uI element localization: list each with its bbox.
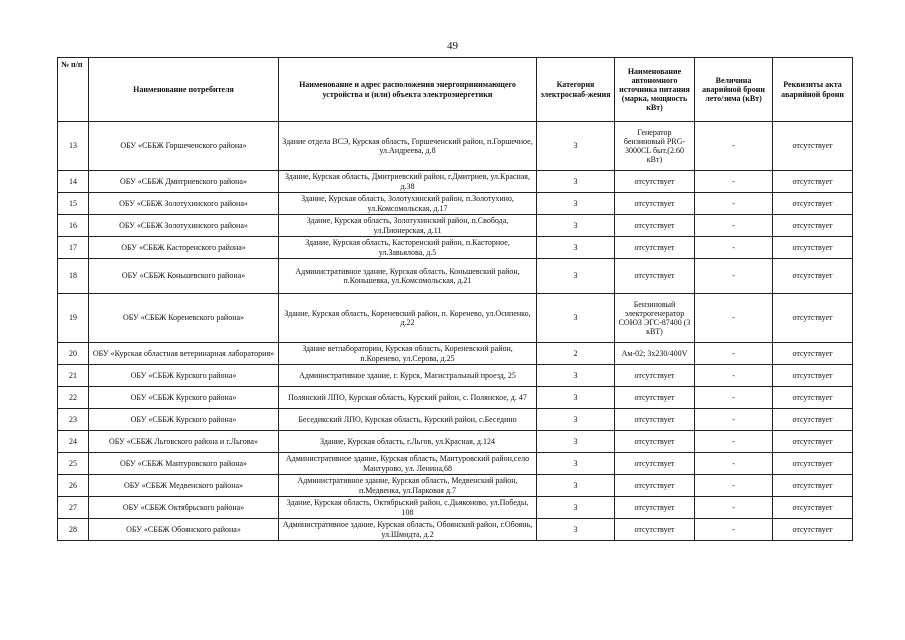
consumer-name: ОБУ «СББЖ Льговского района и г.Льгова»	[89, 431, 279, 453]
row-number: 23	[58, 409, 89, 431]
act-details: отсутствует	[773, 171, 853, 193]
act-details: отсутствует	[773, 365, 853, 387]
supply-category: 3	[537, 387, 615, 409]
power-source: отсутствует	[615, 171, 695, 193]
act-details: отсутствует	[773, 215, 853, 237]
consumer-name: ОБУ «СББЖ Касторенского района»	[89, 237, 279, 259]
consumer-name: ОБУ «СББЖ Курского района»	[89, 365, 279, 387]
row-number: 18	[58, 259, 89, 294]
row-number: 27	[58, 497, 89, 519]
header-power-source: Наименование автономного источника питания (марка, мощность кВт)	[615, 58, 695, 122]
act-details: отсутствует	[773, 294, 853, 343]
power-source: Ам-02; 3х230/400V	[615, 343, 695, 365]
consumer-name: ОБУ «СББЖ Курского района»	[89, 409, 279, 431]
object-address: Полянский ЛПО, Курская область, Курский район, с. Полянское, д. 47	[279, 387, 537, 409]
table-row	[58, 294, 853, 343]
table-row	[58, 409, 853, 431]
object-address: Здание, Курская область, Касторенский район, п.Касторное, ул.Завьялова, д.5	[279, 237, 537, 259]
table-row	[58, 453, 853, 475]
header-row	[58, 58, 853, 122]
reserve-value: -	[695, 365, 773, 387]
row-number: 16	[58, 215, 89, 237]
act-details: отсутствует	[773, 409, 853, 431]
object-address: Здание отдела ВСЭ, Курская область, Горшеченский район, п.Горшечное, ул.Андреева, д.8	[279, 122, 537, 171]
power-source: отсутствует	[615, 497, 695, 519]
supply-category: 3	[537, 294, 615, 343]
consumer-name: ОБУ «СББЖ Обоянского района»	[89, 519, 279, 541]
power-source: отсутствует	[615, 431, 695, 453]
page-number: 49	[447, 40, 458, 52]
row-number: 24	[58, 431, 89, 453]
header-consumer: Наименование потребителя	[89, 58, 279, 122]
act-details: отсутствует	[773, 475, 853, 497]
row-number: 22	[58, 387, 89, 409]
power-source: отсутствует	[615, 237, 695, 259]
consumer-name: ОБУ «СББЖ Коньшевского района»	[89, 259, 279, 294]
row-number: 17	[58, 237, 89, 259]
reserve-value: -	[695, 259, 773, 294]
supply-category: 3	[537, 259, 615, 294]
consumer-name: ОБУ «СББЖ Золотухинского района»	[89, 215, 279, 237]
power-source: отсутствует	[615, 215, 695, 237]
header-act: Реквизиты акта аварийной брони	[773, 58, 853, 122]
consumer-name: ОБУ «СББЖ Дмитриевского района»	[89, 171, 279, 193]
reserve-value: -	[695, 453, 773, 475]
object-address: Административное здание, г. Курск, Магистральный проезд, 25	[279, 365, 537, 387]
supply-category: 3	[537, 497, 615, 519]
object-address: Здание, Курская область, Золотухинский район, п.Золотухино, ул.Комсомольская, д.17	[279, 193, 537, 215]
supply-category: 2	[537, 343, 615, 365]
act-details: отсутствует	[773, 453, 853, 475]
act-details: отсутствует	[773, 387, 853, 409]
table-row	[58, 519, 853, 541]
row-number: 26	[58, 475, 89, 497]
header-number: № п/п	[58, 58, 89, 122]
reserve-value: -	[695, 387, 773, 409]
row-number: 25	[58, 453, 89, 475]
consumer-name: ОБУ «СББЖ Медвенского района»	[89, 475, 279, 497]
row-number: 13	[58, 122, 89, 171]
consumer-name: ОБУ «СББЖ Горшеченского района»	[89, 122, 279, 171]
consumer-name: ОБУ «СББЖ Мантуровского района»	[89, 453, 279, 475]
supply-category: 3	[537, 193, 615, 215]
table-row	[58, 193, 853, 215]
supply-category: 3	[537, 215, 615, 237]
reserve-value: -	[695, 193, 773, 215]
object-address: Здание, Курская область, Золотухинский район, п.Свобода, ул.Пионерская, д.11	[279, 215, 537, 237]
object-address: Здание ветлаборатории, Курская область, Кореневский район, п.Коренево, ул.Серова, д.25	[279, 343, 537, 365]
power-source: Генератор бензиновый PRG-3000CL быт.(2.60 кВт)	[615, 122, 695, 171]
table-row	[58, 497, 853, 519]
reserve-value: -	[695, 431, 773, 453]
row-number: 21	[58, 365, 89, 387]
table-row	[58, 343, 853, 365]
consumer-name: ОБУ «СББЖ Октябрьского района»	[89, 497, 279, 519]
power-source: отсутствует	[615, 387, 695, 409]
object-address: Беседикский ЛПО, Курская область, Курский район, с.Беседино	[279, 409, 537, 431]
object-address: Административное здание, Курская область, Мантуровский район,село Мантурово, ул. Ленина,68	[279, 453, 537, 475]
reserve-value: -	[695, 171, 773, 193]
table-row	[58, 171, 853, 193]
header-reserve: Величина аварийной брони лето/зима (кВт)	[695, 58, 773, 122]
table-row	[58, 215, 853, 237]
act-details: отсутствует	[773, 431, 853, 453]
act-details: отсутствует	[773, 519, 853, 541]
power-source: отсутствует	[615, 365, 695, 387]
supply-category: 3	[537, 171, 615, 193]
power-source: отсутствует	[615, 193, 695, 215]
act-details: отсутствует	[773, 193, 853, 215]
object-address: Административное здание, Курская область, Медвенский район, п.Медвенка, ул.Парковая д.7	[279, 475, 537, 497]
table-row	[58, 365, 853, 387]
table-row	[58, 259, 853, 294]
act-details: отсутствует	[773, 237, 853, 259]
supply-category: 3	[537, 431, 615, 453]
reserve-table	[57, 57, 853, 541]
reserve-value: -	[695, 215, 773, 237]
reserve-value: -	[695, 343, 773, 365]
reserve-value: -	[695, 519, 773, 541]
reserve-value: -	[695, 294, 773, 343]
power-source: Бензиновый электрогенератор СОЮЗ ЭГС-87400 (3 кВТ)	[615, 294, 695, 343]
supply-category: 3	[537, 409, 615, 431]
supply-category: 3	[537, 237, 615, 259]
table-row	[58, 387, 853, 409]
reserve-value: -	[695, 475, 773, 497]
supply-category: 3	[537, 453, 615, 475]
row-number: 15	[58, 193, 89, 215]
reserve-value: -	[695, 497, 773, 519]
consumer-name: ОБУ «СББЖ Курского района»	[89, 387, 279, 409]
act-details: отсутствует	[773, 259, 853, 294]
power-source: отсутствует	[615, 409, 695, 431]
act-details: отсутствует	[773, 343, 853, 365]
object-address: Здание, Курская область, Дмитриевский район, г.Дмитриев, ул.Красная, д.38	[279, 171, 537, 193]
reserve-value: -	[695, 122, 773, 171]
table-row	[58, 431, 853, 453]
object-address: Здание, Курская область, Октябрьский район, с.Дьяконово, ул.Победы, 108	[279, 497, 537, 519]
act-details: отсутствует	[773, 497, 853, 519]
supply-category: 3	[537, 122, 615, 171]
reserve-value: -	[695, 237, 773, 259]
table-row	[58, 122, 853, 171]
row-number: 28	[58, 519, 89, 541]
supply-category: 3	[537, 475, 615, 497]
supply-category: 3	[537, 365, 615, 387]
reserve-value: -	[695, 409, 773, 431]
consumer-name: ОБУ «СББЖ Золотухинского района»	[89, 193, 279, 215]
object-address: Административное здание, Курская область, Коньшевский район, п.Коньшевка, ул.Комсомольская, д.21	[279, 259, 537, 294]
row-number: 14	[58, 171, 89, 193]
table-row	[58, 475, 853, 497]
row-number: 19	[58, 294, 89, 343]
consumer-name: ОБУ «СББЖ Кореневского района»	[89, 294, 279, 343]
header-address: Наименование и адрес расположения энергопринимающего устройства и (или) объекта электроэнергетики	[279, 58, 537, 122]
supply-category: 3	[537, 519, 615, 541]
power-source: отсутствует	[615, 453, 695, 475]
power-source: отсутствует	[615, 475, 695, 497]
object-address: Здание, Курская область, Кореневский район, п. Коренево, ул.Осипенко, д.22	[279, 294, 537, 343]
row-number: 20	[58, 343, 89, 365]
object-address: Административное здание, Курская область, Обоянский район, г.Обоянь, ул.Шмидта, д.2	[279, 519, 537, 541]
table-row	[58, 237, 853, 259]
object-address: Здание, Курская область, г.Льгов, ул.Красная, д.124	[279, 431, 537, 453]
power-source: отсутствует	[615, 259, 695, 294]
header-category: Категория электроснаб-жения	[537, 58, 615, 122]
act-details: отсутствует	[773, 122, 853, 171]
consumer-name: ОБУ «Курская областная ветеринарная лаборатория»	[89, 343, 279, 365]
power-source: отсутствует	[615, 519, 695, 541]
